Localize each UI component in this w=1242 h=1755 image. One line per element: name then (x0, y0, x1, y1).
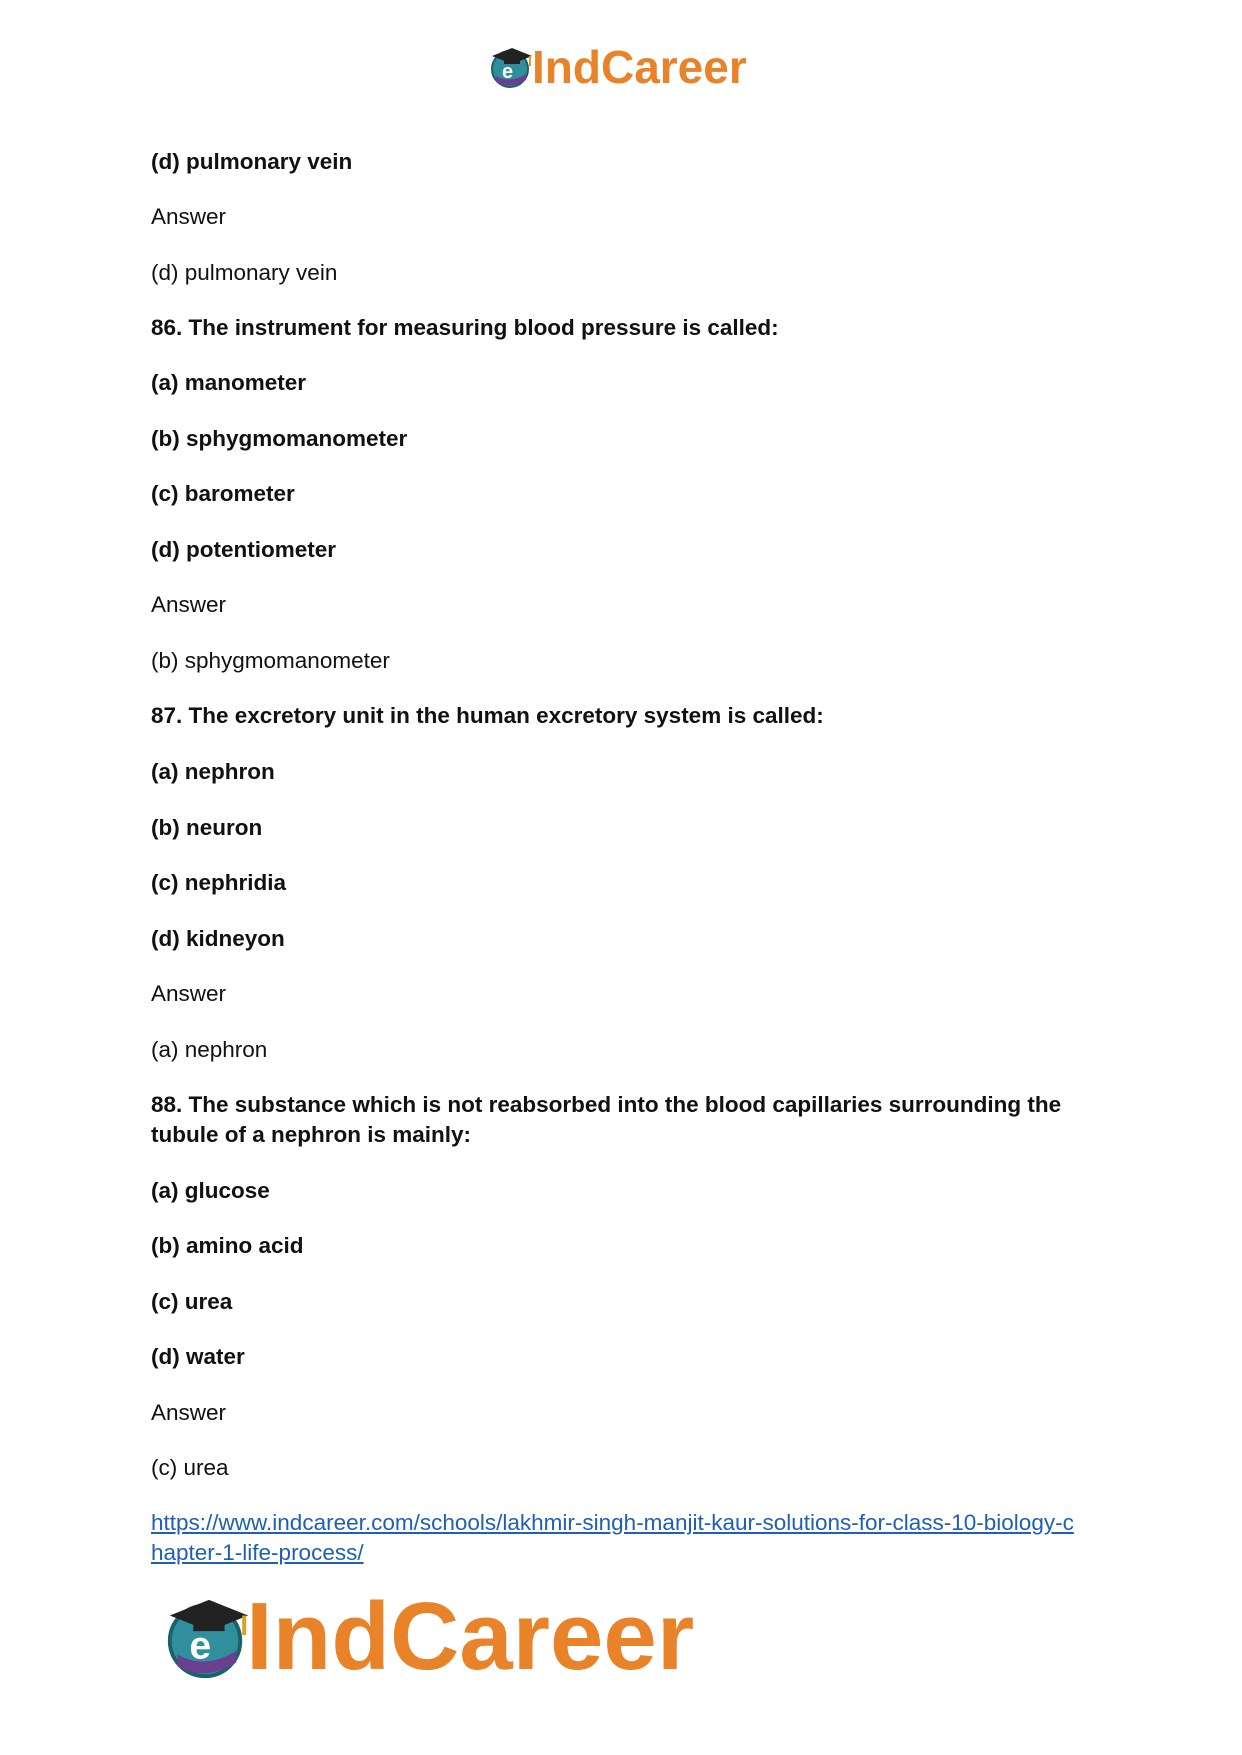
answer-value: (c) urea (151, 1455, 229, 1480)
option-b: (b) amino acid (151, 1233, 304, 1258)
brand-name: IndCareer (246, 1583, 695, 1690)
option-d: (d) pulmonary vein (151, 149, 353, 174)
question-88-line-2: tubule of a nephron is mainly: (151, 1122, 472, 1147)
answer-value: (a) nephron (151, 1037, 268, 1062)
option-c: (c) nephridia (151, 870, 287, 895)
option-d: (d) water (151, 1344, 245, 1369)
answer-value: (d) pulmonary vein (151, 260, 338, 285)
header-logo (488, 40, 747, 94)
answer-label: Answer (151, 592, 227, 617)
option-a: (a) nephron (151, 759, 275, 784)
question-87: 87. The excretory unit in the human excretory system is called: (151, 703, 824, 728)
graduation-cap-globe-icon (162, 1592, 252, 1682)
option-d: (d) kidneyon (151, 926, 285, 951)
option-a: (a) glucose (151, 1178, 270, 1203)
option-c: (c) barometer (151, 481, 295, 506)
option-b: (b) sphygmomanometer (151, 426, 408, 451)
answer-label: Answer (151, 1400, 227, 1425)
answer-label: Answer (151, 204, 227, 229)
source-link-line-1[interactable]: https://www.indcareer.com/schools/lakhmir-singh-manjit-kaur-solutions-for-class-10-biology-c (151, 1510, 1074, 1535)
question-86: 86. The instrument for measuring blood pressure is called: (151, 315, 779, 340)
answer-value: (b) sphygmomanometer (151, 648, 390, 673)
option-a: (a) manometer (151, 370, 307, 395)
brand-name: IndCareer (532, 41, 747, 93)
source-link-line-2[interactable]: hapter-1-life-process/ (151, 1540, 364, 1565)
option-b: (b) neuron (151, 815, 263, 840)
question-88-line-1: 88. The substance which is not reabsorbed into the blood capillaries surrounding the (151, 1092, 1062, 1117)
footer-logo (162, 1582, 694, 1692)
option-c: (c) urea (151, 1289, 233, 1314)
svg-text:e: e (189, 1624, 212, 1668)
answer-label: Answer (151, 981, 227, 1006)
svg-text:e: e (502, 61, 514, 83)
graduation-cap-globe-icon (488, 44, 534, 90)
option-d: (d) potentiometer (151, 537, 336, 562)
